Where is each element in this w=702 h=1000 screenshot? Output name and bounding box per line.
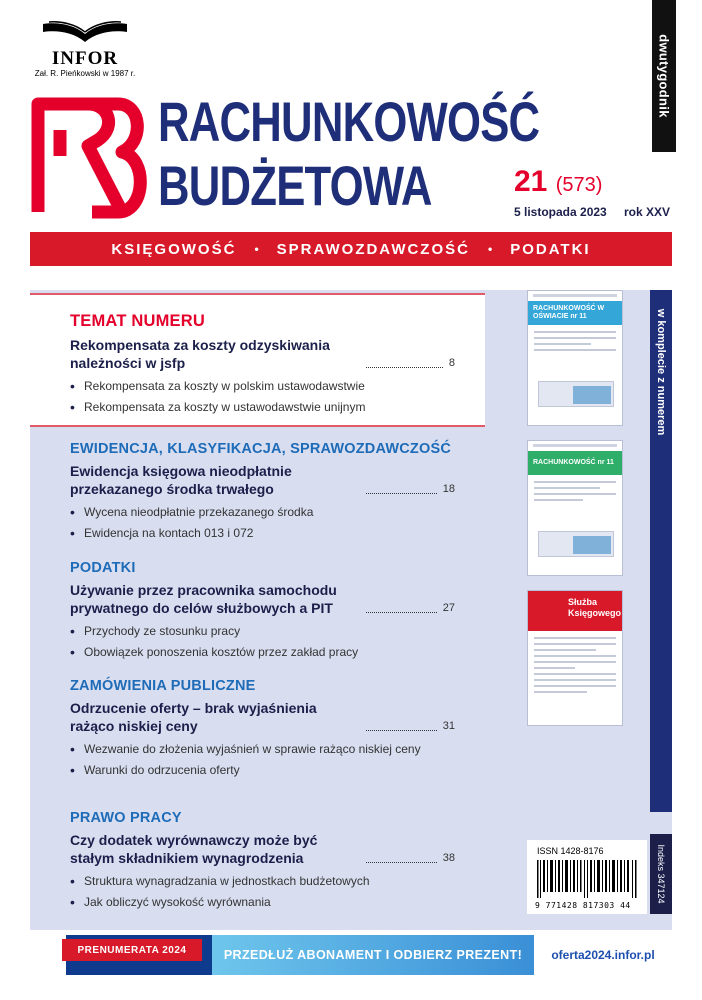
magazine-title-line-2: BUDŻETOWA bbox=[158, 154, 432, 217]
list-item: • Struktura wynagradzania w jednostkach budżetowych bbox=[70, 874, 455, 889]
supplement-title: RACHUNKOWOŚĆ W OŚWIACIE nr 11 bbox=[528, 301, 622, 325]
section-taxes bbox=[70, 560, 455, 666]
supplement-title: RACHUNKOWOŚĆ nr 11 bbox=[528, 451, 622, 475]
magazine-title-line-1: RACHUNKOWOŚĆ bbox=[158, 90, 540, 153]
section-accounting bbox=[70, 441, 455, 547]
section-labor-law bbox=[70, 810, 455, 916]
dot-leader bbox=[366, 493, 437, 494]
indeks-bar bbox=[650, 834, 672, 914]
frequency-label: dwutygodnik bbox=[656, 34, 672, 118]
article-page: 27 bbox=[442, 602, 455, 614]
barcode-box bbox=[527, 840, 647, 914]
issue-date: 5 listopada 2023 bbox=[514, 205, 607, 219]
promo-message: PRZEDŁUŻ ABONAMENT I ODBIERZ PREZENT! bbox=[212, 935, 534, 975]
issue-number bbox=[514, 166, 602, 201]
section-title: PODATKI bbox=[70, 560, 136, 576]
section-title: PRAWO PRACY bbox=[70, 810, 182, 826]
article-title: Używanie przez pracownika samochodu prywatnego do celów służbowych a PIT bbox=[70, 582, 337, 616]
article-page: 18 bbox=[442, 483, 455, 495]
thumbnail-screenshot bbox=[538, 531, 614, 557]
supplement-note: w komplecie z numerem bbox=[655, 308, 667, 436]
list-item: • Rekompensata za koszty w polskim ustawodawstwie bbox=[70, 379, 455, 394]
promo-tag-area bbox=[66, 935, 212, 975]
dot-leader bbox=[366, 367, 443, 368]
article-page: 38 bbox=[442, 852, 455, 864]
article-entry[interactable] bbox=[70, 699, 455, 735]
issue-total: (573) bbox=[555, 174, 603, 196]
bullet-list bbox=[70, 874, 455, 910]
article-page: 31 bbox=[442, 720, 455, 732]
article-title: Rekompensata za koszty odzyskiwania należności w jsfp bbox=[70, 337, 330, 371]
thumbnail-text-lines bbox=[528, 475, 622, 511]
thumbnail-header-line bbox=[533, 294, 617, 297]
list-item: • Wezwanie do złożenia wyjaśnień w sprawie rażąco niskiej ceny bbox=[70, 742, 455, 757]
barcode-number: 9 771428 817303 44 bbox=[535, 901, 631, 910]
supplement-thumbnail-accountant-service[interactable] bbox=[527, 590, 623, 726]
frequency-tag bbox=[652, 0, 676, 152]
section-title: ZAMÓWIENIA PUBLICZNE bbox=[70, 678, 256, 694]
list-item: • Ewidencja na kontach 013 i 072 bbox=[70, 526, 455, 541]
supplement-thumbnail-accounting[interactable] bbox=[527, 440, 623, 576]
publisher-name: INFOR bbox=[51, 48, 119, 69]
category-accounting: KSIĘGOWOŚĆ bbox=[111, 240, 237, 258]
section-public-procurement bbox=[70, 678, 455, 784]
publisher-since: Zał. R. Pieńkowski w 1987 r. bbox=[34, 69, 136, 78]
supplement-thumbnail-education[interactable] bbox=[527, 290, 623, 426]
list-item: • Obowiązek ponoszenia kosztów przez zakład pracy bbox=[70, 645, 455, 660]
promo-tag: PRENUMERATA 2024 bbox=[62, 939, 202, 961]
thumbnail-text-lines bbox=[528, 325, 622, 361]
category-taxes: PODATKI bbox=[510, 240, 591, 258]
promo-banner[interactable] bbox=[66, 935, 672, 975]
thumbnail-text-lines bbox=[528, 631, 622, 703]
issue-year: rok XXV bbox=[624, 205, 671, 219]
category-reporting: SPRAWOZDAWCZOŚĆ bbox=[276, 240, 470, 258]
bullet-list bbox=[70, 379, 455, 415]
article-entry[interactable] bbox=[70, 336, 455, 372]
section-featured bbox=[70, 312, 455, 421]
dot-leader bbox=[366, 612, 437, 613]
promo-link[interactable]: oferta2024.infor.pl bbox=[534, 935, 672, 975]
supplement-title: Służba Księgowego bbox=[528, 591, 622, 631]
category-separator: • bbox=[487, 242, 493, 256]
section-title: EWIDENCJA, KLASYFIKACJA, SPRAWOZDAWCZOŚĆ bbox=[70, 441, 451, 457]
publisher-logo bbox=[30, 18, 140, 79]
dot-leader bbox=[366, 730, 437, 731]
list-item: • Wycena nieodpłatnie przekazanego środka bbox=[70, 505, 455, 520]
bullet-list bbox=[70, 624, 455, 660]
indeks-number: Indeks 347124 bbox=[656, 844, 666, 904]
article-title: Czy dodatek wyrównawczy może być stałym składnikiem wynagrodzenia bbox=[70, 832, 318, 866]
category-separator: • bbox=[254, 242, 259, 256]
barcode-icon bbox=[537, 860, 639, 898]
list-item: • Jak obliczyć wysokość wyrównania bbox=[70, 895, 455, 910]
open-book-icon bbox=[39, 18, 131, 44]
bullet-list bbox=[70, 505, 455, 541]
rb-logo-icon bbox=[30, 94, 148, 220]
article-entry[interactable] bbox=[70, 831, 455, 867]
list-item: • Rekompensata za koszty w ustawodawstwie unijnym bbox=[70, 400, 455, 415]
category-band bbox=[30, 232, 672, 266]
section-title: TEMAT NUMERU bbox=[70, 312, 205, 330]
issn-number: ISSN 1428-8176 bbox=[537, 846, 604, 856]
list-item: • Warunki do odrzucenia oferty bbox=[70, 763, 455, 778]
list-item: • Przychody ze stosunku pracy bbox=[70, 624, 455, 639]
article-title: Ewidencja księgowa nieodpłatnie przekazanego środka trwałego bbox=[70, 463, 292, 497]
dot-leader bbox=[366, 862, 437, 863]
issue-number-value: 21 bbox=[514, 165, 548, 198]
thumbnail-header-line bbox=[533, 444, 617, 447]
article-title: Odrzucenie oferty – brak wyjaśnienia rażąco niskiej ceny bbox=[70, 700, 317, 734]
thumbnail-screenshot bbox=[538, 381, 614, 407]
bullet-list bbox=[70, 742, 455, 778]
supplement-note-bar bbox=[650, 290, 672, 812]
article-entry[interactable] bbox=[70, 581, 455, 617]
article-page: 8 bbox=[448, 357, 455, 369]
article-entry[interactable] bbox=[70, 462, 455, 498]
